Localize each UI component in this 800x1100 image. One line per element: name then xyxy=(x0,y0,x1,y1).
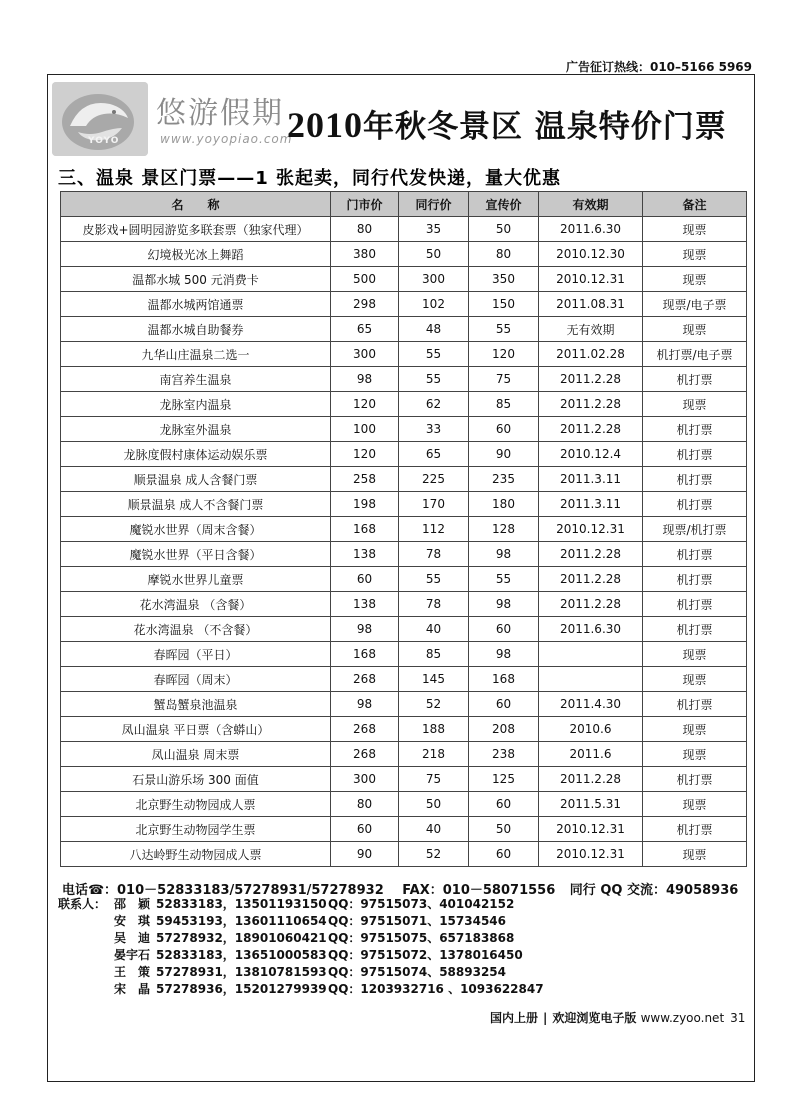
cell-name: 皮影戏+圆明园游览多联套票（独家代理） xyxy=(61,217,331,242)
cell-name: 魔锐水世界（周末含餐） xyxy=(61,517,331,542)
column-header: 同行价 xyxy=(399,192,469,217)
cell-name: 魔锐水世界（平日含餐） xyxy=(61,542,331,567)
cell-valid-until: 2011.02.28 xyxy=(539,342,643,367)
cell-promo-price: 238 xyxy=(469,742,539,767)
cell-valid-until: 2011.4.30 xyxy=(539,692,643,717)
cell-retail-price: 98 xyxy=(331,617,399,642)
table-row xyxy=(61,842,747,867)
cell-retail-price: 300 xyxy=(331,342,399,367)
cell-agent-price: 225 xyxy=(399,467,469,492)
cell-agent-price: 50 xyxy=(399,242,469,267)
cell-retail-price: 268 xyxy=(331,717,399,742)
contact-phones: 59453193，13601110654 xyxy=(156,914,327,928)
cell-promo-price: 60 xyxy=(469,692,539,717)
cell-promo-price: 125 xyxy=(469,767,539,792)
page-title xyxy=(287,101,727,146)
cell-agent-price: 102 xyxy=(399,292,469,317)
cell-remark: 机打票/电子票 xyxy=(643,342,747,367)
footer-separator: | xyxy=(543,1011,548,1025)
cell-retail-price: 90 xyxy=(331,842,399,867)
cell-retail-price: 80 xyxy=(331,217,399,242)
cell-name: 花水湾温泉 （含餐） xyxy=(61,592,331,617)
tel-label: 电话 xyxy=(62,883,89,898)
cell-promo-price: 60 xyxy=(469,842,539,867)
cell-remark: 现票 xyxy=(643,742,747,767)
table-row xyxy=(61,717,747,742)
cell-name: 九华山庄温泉二选一 xyxy=(61,342,331,367)
contact-person-row xyxy=(58,981,748,998)
footer-slogan: 欢迎浏览电子版 xyxy=(552,1011,637,1025)
ad-hotline: 广告征订热线：010–5166 5969 xyxy=(565,60,752,74)
cell-remark: 机打票 xyxy=(643,542,747,567)
contact-person-row xyxy=(58,947,748,964)
table-row xyxy=(61,367,747,392)
brand-name: 悠游假期 xyxy=(156,96,284,131)
contact-name: 王 策 xyxy=(114,965,151,979)
cell-valid-until: 2011.08.31 xyxy=(539,292,643,317)
cell-remark: 现票 xyxy=(643,267,747,292)
footer-section: 国内上册 xyxy=(490,1011,539,1025)
cell-name: 春晖园（平日） xyxy=(61,642,331,667)
cell-remark: 现票 xyxy=(643,392,747,417)
cell-name: 龙脉室外温泉 xyxy=(61,417,331,442)
column-header: 有效期 xyxy=(539,192,643,217)
cell-valid-until: 2011.3.11 xyxy=(539,492,643,517)
cell-retail-price: 500 xyxy=(331,267,399,292)
cell-agent-price: 62 xyxy=(399,392,469,417)
cell-retail-price: 268 xyxy=(331,667,399,692)
cell-remark: 机打票 xyxy=(643,567,747,592)
table-row xyxy=(61,292,747,317)
cell-name: 温都水城 500 元消费卡 xyxy=(61,267,331,292)
contact-name: 吴 迪 xyxy=(114,931,151,945)
cell-agent-price: 48 xyxy=(399,317,469,342)
cell-retail-price: 120 xyxy=(331,392,399,417)
cell-valid-until: 2011.5.31 xyxy=(539,792,643,817)
cell-agent-price: 170 xyxy=(399,492,469,517)
cell-valid-until: 2010.6 xyxy=(539,717,643,742)
contact-phones: 57278936，15201279939 xyxy=(156,982,327,996)
table-header xyxy=(61,192,747,217)
cell-retail-price: 380 xyxy=(331,242,399,267)
tel-value: ：010－52833183/57278931/57278932 xyxy=(104,883,384,898)
cell-retail-price: 138 xyxy=(331,592,399,617)
cell-promo-price: 120 xyxy=(469,342,539,367)
cell-agent-price: 33 xyxy=(399,417,469,442)
contact-people-label: 联系人： xyxy=(58,897,107,911)
cell-promo-price: 60 xyxy=(469,792,539,817)
cell-retail-price: 298 xyxy=(331,292,399,317)
cell-agent-price: 40 xyxy=(399,817,469,842)
footer-url: www.zyoo.net xyxy=(640,1011,725,1025)
cell-agent-price: 145 xyxy=(399,667,469,692)
cell-valid-until: 2010.12.31 xyxy=(539,842,643,867)
cell-remark: 现票 xyxy=(643,792,747,817)
cell-remark: 现票 xyxy=(643,242,747,267)
cell-agent-price: 85 xyxy=(399,642,469,667)
cell-remark: 现票 xyxy=(643,842,747,867)
cell-name: 幻境极光冰上舞蹈 xyxy=(61,242,331,267)
cell-promo-price: 180 xyxy=(469,492,539,517)
table-body xyxy=(61,217,747,867)
contact-person-row xyxy=(58,896,748,913)
cell-valid-until: 2010.12.31 xyxy=(539,817,643,842)
cell-valid-until: 2011.2.28 xyxy=(539,542,643,567)
cell-promo-price: 60 xyxy=(469,417,539,442)
cell-promo-price: 50 xyxy=(469,217,539,242)
cell-agent-price: 300 xyxy=(399,267,469,292)
cell-valid-until: 2010.12.30 xyxy=(539,242,643,267)
cell-remark: 现票 xyxy=(643,717,747,742)
contact-name: 安 琪 xyxy=(114,914,151,928)
cell-valid-until: 2011.2.28 xyxy=(539,567,643,592)
cell-remark: 现票 xyxy=(643,642,747,667)
cell-retail-price: 60 xyxy=(331,567,399,592)
cell-retail-price: 198 xyxy=(331,492,399,517)
cell-promo-price: 98 xyxy=(469,592,539,617)
cell-agent-price: 35 xyxy=(399,217,469,242)
cell-promo-price: 168 xyxy=(469,667,539,692)
cell-promo-price: 235 xyxy=(469,467,539,492)
cell-name: 凤山温泉 周末票 xyxy=(61,742,331,767)
contact-person-row xyxy=(58,964,748,981)
cell-valid-until: 2011.2.28 xyxy=(539,592,643,617)
cell-valid-until: 2011.2.28 xyxy=(539,392,643,417)
cell-remark: 机打票 xyxy=(643,467,747,492)
cell-remark: 现票 xyxy=(643,217,747,242)
column-header: 门市价 xyxy=(331,192,399,217)
table-row xyxy=(61,242,747,267)
cell-retail-price: 100 xyxy=(331,417,399,442)
contact-person-row xyxy=(58,913,748,930)
table-row xyxy=(61,442,747,467)
cell-agent-price: 112 xyxy=(399,517,469,542)
cell-agent-price: 55 xyxy=(399,342,469,367)
table-row xyxy=(61,542,747,567)
cell-valid-until: 2011.6.30 xyxy=(539,217,643,242)
contact-qq: QQ：1203932716 、1093622847 xyxy=(328,982,544,996)
cell-agent-price: 78 xyxy=(399,542,469,567)
cell-name: 北京野生动物园学生票 xyxy=(61,817,331,842)
table-row xyxy=(61,592,747,617)
cell-name: 八达岭野生动物园成人票 xyxy=(61,842,331,867)
cell-promo-price: 55 xyxy=(469,567,539,592)
column-header: 备注 xyxy=(643,192,747,217)
cell-retail-price: 168 xyxy=(331,517,399,542)
cell-valid-until: 2010.12.31 xyxy=(539,517,643,542)
cell-valid-until: 2011.2.28 xyxy=(539,767,643,792)
section-title: 三、温泉 景区门票——1 张起卖，同行代发快递，量大优惠 xyxy=(58,168,562,189)
cell-remark: 机打票 xyxy=(643,617,747,642)
phone-icon: ☎ xyxy=(88,883,105,898)
cell-promo-price: 98 xyxy=(469,642,539,667)
cell-agent-price: 75 xyxy=(399,767,469,792)
cell-valid-until: 2011.6.30 xyxy=(539,617,643,642)
cell-valid-until: 2010.12.31 xyxy=(539,267,643,292)
column-header: 宣传价 xyxy=(469,192,539,217)
cell-promo-price: 75 xyxy=(469,367,539,392)
cell-agent-price: 218 xyxy=(399,742,469,767)
table-row xyxy=(61,792,747,817)
cell-promo-price: 208 xyxy=(469,717,539,742)
cell-agent-price: 40 xyxy=(399,617,469,642)
cell-agent-price: 52 xyxy=(399,842,469,867)
cell-name: 摩锐水世界儿童票 xyxy=(61,567,331,592)
cell-retail-price: 268 xyxy=(331,742,399,767)
logo-text: YOYO xyxy=(88,136,120,146)
cell-promo-price: 80 xyxy=(469,242,539,267)
cell-promo-price: 98 xyxy=(469,542,539,567)
cell-retail-price: 60 xyxy=(331,817,399,842)
cell-name: 蟹岛蟹泉池温泉 xyxy=(61,692,331,717)
table-row xyxy=(61,317,747,342)
cell-promo-price: 60 xyxy=(469,617,539,642)
cell-name: 温都水城两馆通票 xyxy=(61,292,331,317)
cell-agent-price: 55 xyxy=(399,567,469,592)
table-row xyxy=(61,267,747,292)
cell-valid-until: 2011.2.28 xyxy=(539,417,643,442)
table-row xyxy=(61,767,747,792)
cell-retail-price: 168 xyxy=(331,642,399,667)
cell-valid-until xyxy=(539,667,643,692)
table-row xyxy=(61,617,747,642)
table-row xyxy=(61,642,747,667)
cell-promo-price: 90 xyxy=(469,442,539,467)
column-header: 名 称 xyxy=(61,192,331,217)
cell-remark: 现票/机打票 xyxy=(643,517,747,542)
cell-agent-price: 65 xyxy=(399,442,469,467)
cell-agent-price: 55 xyxy=(399,367,469,392)
cell-name: 温都水城自助餐券 xyxy=(61,317,331,342)
brand-url: www.yoyopiao.com xyxy=(160,132,293,146)
cell-remark: 现票 xyxy=(643,667,747,692)
cell-agent-price: 50 xyxy=(399,792,469,817)
cell-name: 石景山游乐场 300 面值 xyxy=(61,767,331,792)
cell-agent-price: 52 xyxy=(399,692,469,717)
cell-remark: 现票/电子票 xyxy=(643,292,747,317)
cell-promo-price: 55 xyxy=(469,317,539,342)
contact-person-row xyxy=(58,930,748,947)
cell-remark: 机打票 xyxy=(643,692,747,717)
contact-phones: 57278932，18901060421 xyxy=(156,931,327,945)
cell-agent-price: 188 xyxy=(399,717,469,742)
cell-remark: 机打票 xyxy=(643,367,747,392)
cell-retail-price: 300 xyxy=(331,767,399,792)
contact-name: 宋 晶 xyxy=(114,982,151,996)
table-row xyxy=(61,417,747,442)
table-row xyxy=(61,817,747,842)
table-row xyxy=(61,667,747,692)
cell-retail-price: 138 xyxy=(331,542,399,567)
table-row xyxy=(61,742,747,767)
title-text: 年秋冬景区 温泉特价门票 xyxy=(363,109,727,145)
cell-valid-until: 无有效期 xyxy=(539,317,643,342)
cell-name: 北京野生动物园成人票 xyxy=(61,792,331,817)
table-row xyxy=(61,342,747,367)
contact-qq: QQ：97515074、58893254 xyxy=(328,965,506,979)
cell-valid-until: 2011.2.28 xyxy=(539,367,643,392)
cell-name: 春晖园（周末） xyxy=(61,667,331,692)
table-row xyxy=(61,392,747,417)
cell-promo-price: 150 xyxy=(469,292,539,317)
table-row xyxy=(61,517,747,542)
cell-retail-price: 258 xyxy=(331,467,399,492)
table-row xyxy=(61,567,747,592)
contact-name: 晏宇石 xyxy=(114,948,151,962)
cell-retail-price: 98 xyxy=(331,367,399,392)
cell-name: 南宫养生温泉 xyxy=(61,367,331,392)
cell-remark: 机打票 xyxy=(643,817,747,842)
cell-retail-price: 65 xyxy=(331,317,399,342)
cell-valid-until xyxy=(539,642,643,667)
contact-phones: 52833183，13501193150 xyxy=(156,897,327,911)
cell-name: 龙脉室内温泉 xyxy=(61,392,331,417)
cell-retail-price: 120 xyxy=(331,442,399,467)
table-row xyxy=(61,217,747,242)
cell-remark: 机打票 xyxy=(643,767,747,792)
contact-name: 邵 颖 xyxy=(114,897,151,911)
cell-name: 凤山温泉 平日票（含蟒山） xyxy=(61,717,331,742)
cell-valid-until: 2011.6 xyxy=(539,742,643,767)
contact-qq: QQ：97515073、401042152 xyxy=(328,897,515,911)
fax-value: FAX：010－58071556 xyxy=(402,883,556,898)
cell-valid-until: 2011.3.11 xyxy=(539,467,643,492)
cell-promo-price: 350 xyxy=(469,267,539,292)
cell-retail-price: 80 xyxy=(331,792,399,817)
contact-qq: QQ：97515071、15734546 xyxy=(328,914,506,928)
cell-valid-until: 2010.12.4 xyxy=(539,442,643,467)
cell-remark: 现票 xyxy=(643,317,747,342)
contact-phones: 52833183，13651000583 xyxy=(156,948,327,962)
cell-agent-price: 78 xyxy=(399,592,469,617)
cell-remark: 机打票 xyxy=(643,492,747,517)
page-footer xyxy=(490,1009,746,1026)
cell-promo-price: 128 xyxy=(469,517,539,542)
cell-promo-price: 85 xyxy=(469,392,539,417)
cell-remark: 机打票 xyxy=(643,442,747,467)
cell-retail-price: 98 xyxy=(331,692,399,717)
table-row xyxy=(61,467,747,492)
cell-name: 顺景温泉 成人不含餐门票 xyxy=(61,492,331,517)
title-year: 2010 xyxy=(287,105,363,145)
cell-remark: 机打票 xyxy=(643,592,747,617)
yoyo-logo xyxy=(52,82,148,156)
page-number: 31 xyxy=(730,1011,746,1025)
cell-promo-price: 50 xyxy=(469,817,539,842)
qq-group: 同行 QQ 交流：49058936 xyxy=(569,883,739,898)
table-row xyxy=(61,692,747,717)
ticket-price-table xyxy=(60,191,747,867)
contact-people-list xyxy=(58,896,748,998)
contact-qq: QQ：97515072、1378016450 xyxy=(328,948,523,962)
cell-name: 花水湾温泉 （不含餐） xyxy=(61,617,331,642)
contact-qq: QQ：97515075、657183868 xyxy=(328,931,515,945)
cell-name: 顺景温泉 成人含餐门票 xyxy=(61,467,331,492)
cell-remark: 机打票 xyxy=(643,417,747,442)
table-row xyxy=(61,492,747,517)
cell-name: 龙脉度假村康体运动娱乐票 xyxy=(61,442,331,467)
contact-phones: 57278931，13810781593 xyxy=(156,965,327,979)
